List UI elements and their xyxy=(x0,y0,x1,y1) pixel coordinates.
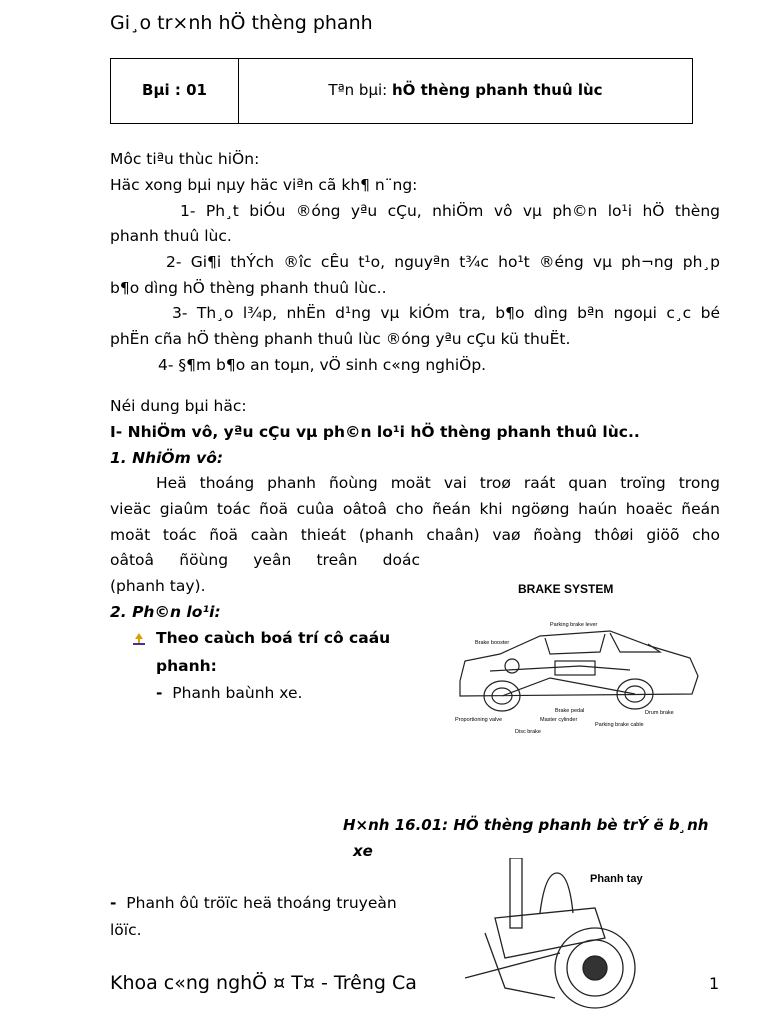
label-parking-brake-lever: Parking brake lever xyxy=(550,622,598,628)
paragraph-line-3: moät toác ñoä caàn thieát (phanh chaân) vaø ñoàng thôøi giöõ cho xyxy=(110,526,720,544)
label-brake-booster: Brake booster xyxy=(475,640,510,646)
figure-title: BRAKE SYSTEM xyxy=(518,582,614,596)
dash-item-1-text: Phanh baùnh xe. xyxy=(172,684,303,702)
label-drum-brake: Drum brake xyxy=(645,710,674,716)
label-disc-brake: Disc brake xyxy=(515,729,541,735)
page-number: 1 xyxy=(709,974,720,993)
objective-1-line1: 1- Ph¸t biÓu ®óng yªu cÇu, nhiÖm vô vµ ph©n lo¹i hÖ thèng xyxy=(180,202,720,220)
paragraph-line-2: vieäc giaûm toác ñoä cuûa oâtoâ cho ñeán khi ngöøng haún hoaëc ñeán xyxy=(110,500,720,518)
caption-line-2: xe xyxy=(353,842,373,860)
document-header-title: Gi¸o tr×nh hÖ thèng phanh xyxy=(110,12,373,34)
lesson-number: Bµi : 01 xyxy=(142,81,207,99)
bullet-item xyxy=(132,625,390,651)
lesson-name-prefix: Tªn bµi: xyxy=(328,81,392,99)
lesson-name-cell xyxy=(239,81,692,99)
caption-line-1: H×nh 16.01: HÖ thèng phanh bè trÝ ë b¸nh xyxy=(343,816,709,834)
hand-brake-figure xyxy=(445,858,685,1024)
footer-text: Khoa c«ng nghÖ ¤ T¤ - Trêng Ca xyxy=(110,972,417,994)
bullet-line-2: phanh: xyxy=(156,657,217,675)
label-parking-brake-cable: Parking brake cable xyxy=(595,722,644,728)
figure2-title: Phanh tay xyxy=(590,873,643,885)
content-heading: Néi dung bµi häc: xyxy=(110,397,247,415)
objectives-intro: Häc xong bµi nµy häc viªn cã kh¶ n¨ng: xyxy=(110,176,418,194)
dash-item-2: - Phanh ôû tröïc heä thoáng truyeàn xyxy=(110,894,397,912)
label-proportioning-valve: Proportioning valve xyxy=(455,717,503,723)
paragraph-line-5: (phanh tay). xyxy=(110,577,206,595)
dash-item-2-line2: löïc. xyxy=(110,921,142,939)
subsection-2-heading: 2. Ph©n lo¹i: xyxy=(110,603,221,621)
figure-caption xyxy=(343,812,708,864)
label-brake-pedal: Brake pedal xyxy=(555,708,585,714)
objective-2-line1: 2- Gi¶i thÝch ®îc cÊu t¹o, nguyªn t¾c ho¹t ®éng vµ ph¬ng ph¸p xyxy=(166,253,720,271)
objectives-heading: Môc tiªu thùc hiÖn: xyxy=(110,150,260,168)
brake-system-figure xyxy=(430,566,710,746)
objective-3-line2: phËn cña hÖ thèng phanh thuû lùc ®óng yªu cÇu kü thuËt. xyxy=(110,330,571,348)
lesson-info-table xyxy=(110,58,693,124)
dash-item-1: - Phanh baùnh xe. xyxy=(156,684,303,702)
objective-4: 4- §¶m b¶o an toµn, vÖ sinh c«ng nghiÖp. xyxy=(158,356,487,374)
paragraph-line-1: Heä thoáng phanh ñoùng moät vai troø raát quan troïng trong xyxy=(156,474,720,492)
objective-3-line1: 3- Th¸o l¾p, nhËn d¹ng vµ kiÓm tra, b¶o dìng bªn ngoµi c¸c bé xyxy=(172,304,720,322)
objective-1-line2: phanh thuû lùc. xyxy=(110,227,232,245)
bullet-line-1: Theo caùch boá trí cô caáu xyxy=(156,629,391,647)
objective-2-line2: b¶o dìng hÖ thèng phanh thuû lùc.. xyxy=(110,279,387,297)
lesson-name: hÖ thèng phanh thuû lùc xyxy=(391,81,603,99)
label-master-cylinder: Master cylinder xyxy=(540,717,578,723)
dash-item-2-text: Phanh ôû tröïc heä thoáng truyeàn xyxy=(126,894,397,912)
paragraph-line-4: oâtoâ ñöùng yeân treân doác xyxy=(110,551,420,569)
section-1-heading: I- NhiÖm vô, yªu cÇu vµ ph©n lo¹i hÖ thèng phanh thuû lùc.. xyxy=(110,423,640,441)
bullet-arrow-icon xyxy=(132,632,146,646)
subsection-1-heading: 1. NhiÖm vô: xyxy=(110,449,224,467)
